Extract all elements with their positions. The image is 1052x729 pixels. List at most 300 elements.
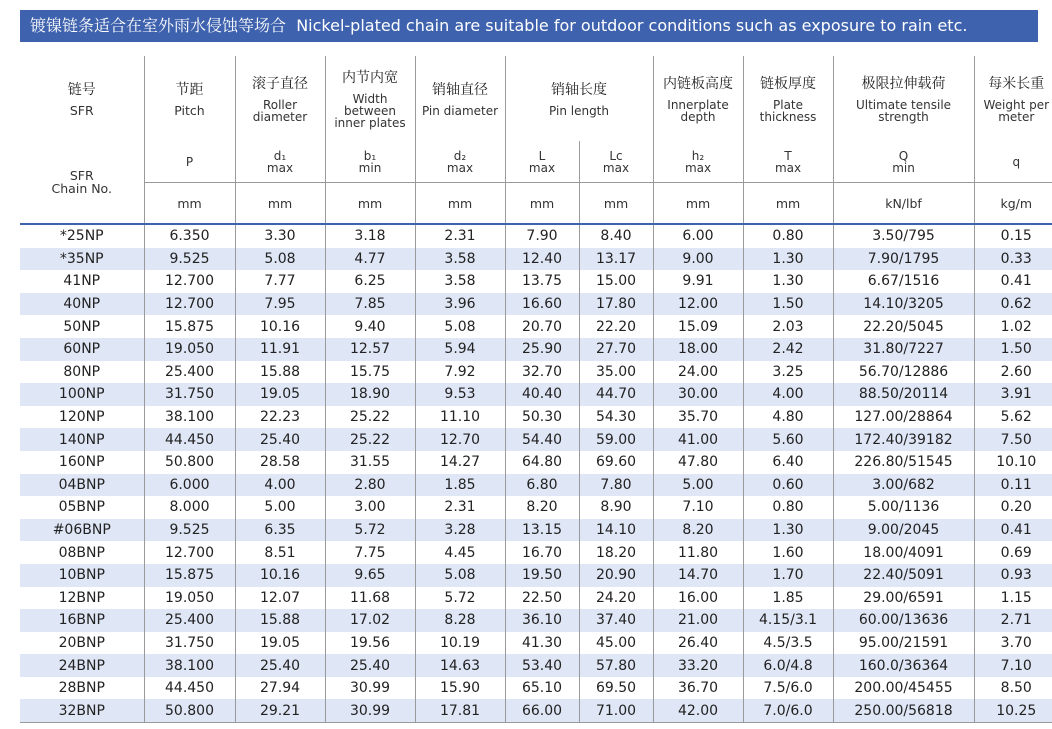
header-weight-en: Weight per meter <box>983 97 1050 124</box>
cell-plate-thickness: 4.15/3.1 <box>743 609 833 632</box>
table-row <box>20 587 1052 610</box>
table-row <box>20 632 1052 655</box>
cell-plate-thickness: 6.40 <box>743 451 833 474</box>
cell-inner-depth: 26.40 <box>653 632 743 655</box>
header-tensile-zh: 极限拉伸载荷 <box>861 75 946 92</box>
unit-pin-length-l: mm <box>505 183 579 225</box>
cell-weight: 2.71 <box>974 609 1052 632</box>
symbol-width-text: b₁ <box>363 148 377 163</box>
symbol-weight <box>974 141 1052 183</box>
table-row <box>20 474 1052 497</box>
header-chain-no <box>20 141 144 224</box>
cell-pitch: 19.050 <box>144 338 235 361</box>
cell-pin-length-lc: 13.17 <box>579 248 653 271</box>
cell-plate-thickness: 0.60 <box>743 474 833 497</box>
cell-pin-length-lc: 69.50 <box>579 677 653 700</box>
cell-roller-diameter: 7.77 <box>235 270 325 293</box>
cell-plate-thickness: 5.60 <box>743 428 833 451</box>
cell-pin-length-l: 13.15 <box>505 519 579 542</box>
cell-inner-depth: 11.80 <box>653 541 743 564</box>
cell-inner-depth: 42.00 <box>653 699 743 722</box>
cell-roller-diameter: 19.05 <box>235 383 325 406</box>
cell-roller-diameter: 28.58 <box>235 451 325 474</box>
cell-inner-depth: 7.10 <box>653 496 743 519</box>
cell-pitch: 19.050 <box>144 587 235 610</box>
chain-no-label: Chain No. <box>51 181 112 196</box>
cell-pin-length-l: 32.70 <box>505 361 579 384</box>
symbol-width-sub: min <box>358 160 382 175</box>
cell-inner-width: 4.77 <box>325 248 415 271</box>
symbol-roller-text: d₁ <box>273 148 287 163</box>
cell-inner-depth: 41.00 <box>653 428 743 451</box>
header-row-symbols <box>20 141 1052 183</box>
cell-roller-diameter: 29.21 <box>235 699 325 722</box>
unit-inner-depth: mm <box>653 183 743 225</box>
symbol-roller <box>235 141 325 183</box>
cell-pin-diameter: 10.19 <box>415 632 505 655</box>
cell-inner-depth: 14.70 <box>653 564 743 587</box>
table-row <box>20 519 1052 542</box>
cell-roller-diameter: 7.95 <box>235 293 325 316</box>
header-row-units <box>20 183 1052 225</box>
cell-weight: 0.69 <box>974 541 1052 564</box>
cell-pin-diameter: 8.28 <box>415 609 505 632</box>
cell-weight: 3.91 <box>974 383 1052 406</box>
header-width <box>325 56 415 141</box>
cell-plate-thickness: 4.5/3.5 <box>743 632 833 655</box>
cell-chain-no: 28BNP <box>58 680 105 697</box>
table-row <box>20 270 1052 293</box>
cell-pitch: 12.700 <box>144 541 235 564</box>
unit-width: mm <box>325 183 415 225</box>
cell-pin-length-l: 12.40 <box>505 248 579 271</box>
header-weight-zh: 每米长重 <box>988 75 1045 92</box>
cell-pitch: 15.875 <box>144 564 235 587</box>
table-row <box>20 315 1052 338</box>
header-thickness-zh: 链板厚度 <box>760 75 817 92</box>
cell-tensile-strength: 5.00/1136 <box>833 496 974 519</box>
cell-chain-no: 160NP <box>58 454 105 471</box>
symbol-lc-text: Lc <box>609 148 623 163</box>
table-row <box>20 428 1052 451</box>
header-roller-zh: 滚子直径 <box>252 75 308 92</box>
cell-pin-length-lc: 8.40 <box>579 224 653 248</box>
cell-plate-thickness: 3.25 <box>743 361 833 384</box>
cell-tensile-strength: 250.00/56818 <box>833 699 974 722</box>
cell-pin-length-l: 16.60 <box>505 293 579 316</box>
cell-pin-length-l: 53.40 <box>505 654 579 677</box>
cell-pin-length-lc: 37.40 <box>579 609 653 632</box>
cell-pitch: 9.525 <box>144 248 235 271</box>
cell-inner-width: 15.75 <box>325 361 415 384</box>
cell-roller-diameter: 15.88 <box>235 609 325 632</box>
cell-pin-length-lc: 45.00 <box>579 632 653 655</box>
unit-weight: kg/m <box>974 183 1052 225</box>
cell-tensile-strength: 29.00/6591 <box>833 587 974 610</box>
cell-pitch: 50.800 <box>144 451 235 474</box>
symbol-thickness-text: T <box>784 148 792 163</box>
cell-inner-width: 31.55 <box>325 451 415 474</box>
cell-pin-length-lc: 17.80 <box>579 293 653 316</box>
cell-inner-depth: 33.20 <box>653 654 743 677</box>
cell-roller-diameter: 4.00 <box>235 474 325 497</box>
cell-chain-no: 32BNP <box>20 699 144 722</box>
cell-tensile-strength: 127.00/28864 <box>833 406 974 429</box>
cell-weight: 10.10 <box>974 451 1052 474</box>
symbol-tensile-sub: min <box>892 160 915 175</box>
cell-tensile-strength: 3.50/795 <box>833 224 974 248</box>
cell-chain-no: 60NP <box>20 338 144 361</box>
cell-plate-thickness: 6.0/4.8 <box>743 654 833 677</box>
chain-symbol: SFR <box>69 168 94 183</box>
cell-chain-no: 05BNP <box>58 499 105 516</box>
cell-inner-width: 7.75 <box>325 541 415 564</box>
cell-chain-no: 40NP <box>20 293 144 316</box>
cell-roller-diameter: 10.16 <box>235 564 325 587</box>
cell-pitch: 50.800 <box>144 699 235 722</box>
cell-roller-diameter: 15.88 <box>235 361 325 384</box>
symbol-pin-length-lc <box>579 141 653 183</box>
cell-pin-length-lc: 59.00 <box>579 428 653 451</box>
cell-pitch: 6.000 <box>144 474 235 497</box>
unit-roller: mm <box>235 183 325 225</box>
cell-pin-length-lc: 35.00 <box>579 361 653 384</box>
cell-roller-diameter: 5.08 <box>235 248 325 271</box>
header-thickness <box>743 56 833 141</box>
cell-inner-width: 3.00 <box>325 496 415 519</box>
cell-inner-width: 25.22 <box>325 406 415 429</box>
cell-inner-width: 6.25 <box>325 270 415 293</box>
symbol-weight-text: q <box>1012 154 1021 169</box>
cell-inner-depth: 9.00 <box>653 248 743 271</box>
cell-inner-depth: 35.70 <box>653 406 743 429</box>
cell-pin-length-l: 20.70 <box>505 315 579 338</box>
cell-inner-depth: 15.09 <box>653 315 743 338</box>
cell-pin-length-lc: 18.20 <box>579 541 653 564</box>
cell-tensile-strength: 95.00/21591 <box>833 632 974 655</box>
cell-inner-width: 9.65 <box>325 564 415 587</box>
table-body <box>20 224 1052 723</box>
cell-chain-no: *35NP <box>20 248 144 271</box>
symbol-tensile <box>833 141 974 183</box>
table-row <box>20 496 1052 519</box>
symbol-tensile-text: Q <box>898 148 909 163</box>
header-pitch <box>144 56 235 141</box>
cell-pin-length-l: 54.40 <box>505 428 579 451</box>
cell-inner-depth: 16.00 <box>653 587 743 610</box>
table-row <box>20 564 1052 587</box>
cell-pitch: 38.100 <box>144 654 235 677</box>
cell-plate-thickness: 4.00 <box>743 383 833 406</box>
header-inner-depth-zh: 内链板高度 <box>663 75 734 92</box>
cell-inner-width: 9.40 <box>325 315 415 338</box>
cell-roller-diameter: 27.94 <box>235 677 325 700</box>
unit-tensile: kN/lbf <box>833 183 974 225</box>
cell-pin-length-lc: 44.70 <box>579 383 653 406</box>
unit-pin-diameter: mm <box>415 183 505 225</box>
cell-pin-length-l: 19.50 <box>505 564 579 587</box>
header-chain-en: SFR <box>69 102 94 118</box>
cell-roller-diameter: 6.35 <box>235 519 325 542</box>
header-chain-zh: 链号 <box>67 81 96 98</box>
cell-chain-no: 12BNP <box>58 589 105 606</box>
cell-pin-diameter: 3.58 <box>415 270 505 293</box>
cell-tensile-strength: 7.90/1795 <box>833 248 974 271</box>
header-pitch-zh: 节距 <box>175 81 204 98</box>
cell-pin-length-l: 50.30 <box>505 406 579 429</box>
cell-chain-no: 120NP <box>58 409 105 426</box>
table-row <box>20 248 1052 271</box>
cell-pitch: 12.700 <box>144 270 235 293</box>
symbol-l-text: L <box>538 148 546 163</box>
header-pin-length-zh: 销轴长度 <box>551 81 607 98</box>
cell-inner-width: 25.40 <box>325 654 415 677</box>
header-tensile-en: Ultimate tensile strength <box>855 97 952 124</box>
cell-roller-diameter: 11.91 <box>235 338 325 361</box>
cell-plate-thickness: 2.03 <box>743 315 833 338</box>
cell-pitch: 8.000 <box>144 496 235 519</box>
header-inner-depth-en: Innerplate depth <box>667 97 729 124</box>
cell-weight: 0.41 <box>974 519 1052 542</box>
cell-tensile-strength: 200.00/45455 <box>833 677 974 700</box>
cell-inner-depth: 47.80 <box>653 451 743 474</box>
cell-pin-diameter: 2.31 <box>415 224 505 248</box>
table-row <box>20 699 1052 722</box>
cell-pin-length-lc: 15.00 <box>579 270 653 293</box>
cell-inner-width: 5.72 <box>325 519 415 542</box>
cell-pin-length-lc: 27.70 <box>579 338 653 361</box>
cell-plate-thickness: 0.80 <box>743 224 833 248</box>
chain-spec-table <box>20 56 1052 723</box>
cell-inner-depth: 8.20 <box>653 519 743 542</box>
cell-pin-length-l: 16.70 <box>505 541 579 564</box>
cell-pitch: 44.450 <box>144 677 235 700</box>
cell-chain-no: 140NP <box>20 428 144 451</box>
cell-pin-diameter: 14.63 <box>415 654 505 677</box>
table-row <box>20 383 1052 406</box>
cell-pin-diameter: 15.90 <box>415 677 505 700</box>
cell-roller-diameter: 25.40 <box>235 654 325 677</box>
cell-inner-width: 2.80 <box>325 474 415 497</box>
cell-plate-thickness: 1.50 <box>743 293 833 316</box>
cell-tensile-strength: 31.80/7227 <box>833 338 974 361</box>
cell-inner-depth: 36.70 <box>653 677 743 700</box>
header-weight <box>974 56 1052 141</box>
header-width-zh: 内节内宽 <box>342 69 398 86</box>
unit-pitch: mm <box>144 183 235 225</box>
cell-plate-thickness: 0.80 <box>743 496 833 519</box>
cell-tensile-strength: 22.20/5045 <box>833 315 974 338</box>
cell-pitch: 15.875 <box>144 315 235 338</box>
cell-tensile-strength: 226.80/51545 <box>833 451 974 474</box>
cell-pin-diameter: 7.92 <box>415 361 505 384</box>
cell-pin-diameter: 5.94 <box>415 338 505 361</box>
symbol-pin-diameter-text: d₂ <box>453 148 467 163</box>
cell-weight: 0.62 <box>974 293 1052 316</box>
title-chinese: 镀镍链条适合在室外雨水侵蚀等场合 <box>30 16 287 35</box>
header-tensile <box>833 56 974 141</box>
cell-pin-length-l: 7.90 <box>505 224 579 248</box>
cell-pitch: 9.525 <box>144 519 235 542</box>
cell-chain-no: 04BNP <box>20 474 144 497</box>
cell-pin-length-l: 13.75 <box>505 270 579 293</box>
header-inner-depth <box>653 56 743 141</box>
cell-weight: 0.20 <box>974 496 1052 519</box>
cell-weight: 2.60 <box>974 361 1052 384</box>
table-row <box>20 654 1052 677</box>
table-row <box>20 224 1052 248</box>
cell-roller-diameter: 25.40 <box>235 428 325 451</box>
cell-pitch: 31.750 <box>144 383 235 406</box>
cell-inner-depth: 24.00 <box>653 361 743 384</box>
cell-pitch: 6.350 <box>144 224 235 248</box>
cell-chain-no: 08BNP <box>58 544 105 561</box>
cell-chain-no: 20BNP <box>58 634 105 651</box>
symbol-l-sub: max <box>528 160 556 175</box>
cell-chain-no: 80NP <box>63 363 101 380</box>
cell-weight: 7.10 <box>974 654 1052 677</box>
cell-pin-length-lc: 24.20 <box>579 587 653 610</box>
cell-pin-length-lc: 69.60 <box>579 451 653 474</box>
cell-pitch: 25.400 <box>144 361 235 384</box>
cell-weight: 0.41 <box>974 270 1052 293</box>
cell-pin-diameter: 17.81 <box>415 699 505 722</box>
cell-weight: 0.33 <box>974 248 1052 271</box>
header-pin-diameter <box>415 56 505 141</box>
cell-pin-length-lc: 8.90 <box>579 496 653 519</box>
cell-pin-diameter: 9.53 <box>415 383 505 406</box>
cell-pitch: 31.750 <box>144 632 235 655</box>
cell-tensile-strength: 3.00/682 <box>833 474 974 497</box>
cell-chain-no: *25NP <box>59 228 104 245</box>
symbol-lc-sub: max <box>602 160 630 175</box>
cell-pin-length-lc: 54.30 <box>579 406 653 429</box>
cell-tensile-strength: 14.10/3205 <box>833 293 974 316</box>
cell-pin-diameter: 14.27 <box>415 451 505 474</box>
table-row <box>20 293 1052 316</box>
header-chain <box>20 56 144 141</box>
cell-pin-length-l: 64.80 <box>505 451 579 474</box>
header-row-names <box>20 56 1052 141</box>
cell-inner-depth: 6.00 <box>653 224 743 248</box>
symbol-inner-depth-sub: max <box>684 160 712 175</box>
symbol-thickness <box>743 141 833 183</box>
cell-pin-length-l: 22.50 <box>505 587 579 610</box>
cell-tensile-strength: 88.50/20114 <box>833 383 974 406</box>
cell-tensile-strength: 18.00/4091 <box>833 541 974 564</box>
cell-inner-depth: 30.00 <box>653 383 743 406</box>
cell-pin-length-l: 65.10 <box>505 677 579 700</box>
cell-plate-thickness: 1.60 <box>743 541 833 564</box>
cell-plate-thickness: 1.30 <box>743 519 833 542</box>
cell-plate-thickness: 2.42 <box>743 338 833 361</box>
cell-pin-length-l: 66.00 <box>505 699 579 722</box>
cell-roller-diameter: 5.00 <box>235 496 325 519</box>
cell-pitch: 12.700 <box>144 293 235 316</box>
cell-weight: 10.25 <box>974 699 1052 722</box>
cell-inner-width: 12.57 <box>325 338 415 361</box>
cell-weight: 0.93 <box>974 564 1052 587</box>
cell-plate-thickness: 1.85 <box>743 587 833 610</box>
cell-pin-length-lc: 14.10 <box>579 519 653 542</box>
table-row <box>20 677 1052 700</box>
symbol-roller-sub: max <box>266 160 294 175</box>
cell-tensile-strength: 60.00/13636 <box>833 609 974 632</box>
cell-inner-depth: 18.00 <box>653 338 743 361</box>
cell-chain-no: 24BNP <box>20 654 144 677</box>
cell-pin-diameter: 11.10 <box>415 406 505 429</box>
cell-weight: 0.15 <box>974 224 1052 248</box>
cell-tensile-strength: 22.40/5091 <box>833 564 974 587</box>
cell-weight: 1.15 <box>974 587 1052 610</box>
cell-roller-diameter: 12.07 <box>235 587 325 610</box>
header-pitch-en: Pitch <box>174 102 205 118</box>
cell-inner-width: 17.02 <box>325 609 415 632</box>
cell-pin-length-l: 25.90 <box>505 338 579 361</box>
cell-chain-no: #06BNP <box>20 519 144 542</box>
symbol-width <box>325 141 415 183</box>
cell-pin-diameter: 12.70 <box>415 428 505 451</box>
cell-pin-diameter: 5.08 <box>415 315 505 338</box>
cell-roller-diameter: 3.30 <box>235 224 325 248</box>
table-row <box>20 406 1052 429</box>
cell-weight: 5.62 <box>974 406 1052 429</box>
cell-pin-diameter: 5.72 <box>415 587 505 610</box>
cell-weight: 3.70 <box>974 632 1052 655</box>
symbol-pin-diameter <box>415 141 505 183</box>
symbol-pin-length-l <box>505 141 579 183</box>
cell-tensile-strength: 9.00/2045 <box>833 519 974 542</box>
table-row <box>20 541 1052 564</box>
unit-pin-length-lc: mm <box>579 183 653 225</box>
cell-pin-length-lc: 20.90 <box>579 564 653 587</box>
cell-inner-width: 19.56 <box>325 632 415 655</box>
header-pin-length <box>505 56 653 141</box>
cell-pitch: 25.400 <box>144 609 235 632</box>
cell-pin-length-l: 40.40 <box>505 383 579 406</box>
cell-pin-length-l: 8.20 <box>505 496 579 519</box>
cell-plate-thickness: 1.70 <box>743 564 833 587</box>
cell-chain-no: 16BNP <box>20 609 144 632</box>
cell-tensile-strength: 56.70/12886 <box>833 361 974 384</box>
cell-pin-length-l: 41.30 <box>505 632 579 655</box>
cell-chain-no: 50NP <box>63 318 101 335</box>
header-pin-diameter-zh: 销轴直径 <box>432 81 488 98</box>
cell-weight: 1.02 <box>974 315 1052 338</box>
cell-pin-diameter: 2.31 <box>415 496 505 519</box>
unit-thickness: mm <box>743 183 833 225</box>
cell-inner-width: 11.68 <box>325 587 415 610</box>
cell-plate-thickness: 7.5/6.0 <box>743 677 833 700</box>
cell-inner-depth: 12.00 <box>653 293 743 316</box>
symbol-pitch <box>144 141 235 183</box>
header-pin-diameter-en: Pin diameter <box>421 103 499 118</box>
cell-weight: 7.50 <box>974 428 1052 451</box>
header-roller-en: Roller diameter <box>252 97 308 124</box>
header-thickness-en: Plate thickness <box>759 97 817 124</box>
cell-pin-length-l: 6.80 <box>505 474 579 497</box>
cell-weight: 8.50 <box>974 677 1052 700</box>
cell-inner-width: 25.22 <box>325 428 415 451</box>
cell-pin-diameter: 3.28 <box>415 519 505 542</box>
cell-pin-length-lc: 7.80 <box>579 474 653 497</box>
cell-pin-length-lc: 22.20 <box>579 315 653 338</box>
header-pin-length-en: Pin length <box>549 103 609 118</box>
cell-tensile-strength: 160.0/36364 <box>833 654 974 677</box>
cell-plate-thickness: 7.0/6.0 <box>743 699 833 722</box>
cell-tensile-strength: 172.40/39182 <box>833 428 974 451</box>
cell-plate-thickness: 1.30 <box>743 270 833 293</box>
